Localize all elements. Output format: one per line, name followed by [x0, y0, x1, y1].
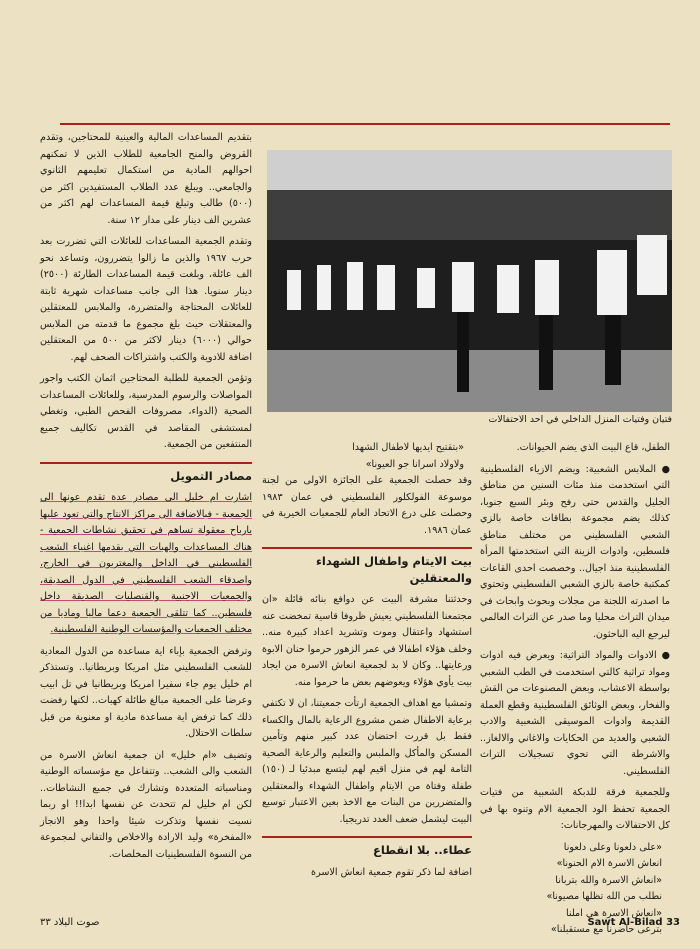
photo-dance-troupe [267, 150, 672, 412]
poem-line: «انعاش الاسرة والله بتربانا [555, 874, 662, 886]
section-heading-funding: مصادر التمويل [40, 462, 252, 485]
paragraph: وحدثتنا مشرفة البيت عن دوافع بنائه قائلة «ان مجتمعنا الفلسطيني يعيش ظروفا قاسية تمخضت عنه استشهاد واعتقال وموت وتشريد اعداد كبيرة منه.. وخلف هؤلاء اطفالا في عمر الزهور حرموا حنان الابوة ورعايتها.. وكان لا بد لجمعية انعاش الاسرة من ايجاد بيت يأوي هؤلاء ويعوضهم بعض ما حرموا منه. [262, 594, 472, 688]
poem-line: «على دلعونا وعلى دلعونا [563, 841, 662, 853]
poem-line: نطلب من الله تظلها مصيونا» [546, 891, 662, 902]
poem-line: «بتقتيح ايديها لاطفال الشهدا [352, 442, 464, 453]
poem-line: ولاولاد اسرانا جو العيونا» [365, 458, 464, 470]
poem-block [262, 440, 472, 473]
paragraph: وتضيف «ام خليل» ان جمعية انعاش الاسرة من الشعب والى الشعب.. وتتفاعل مع مؤسساته الوطنية ومناسباته المتعددة وتشارك في جميع النشاطات.. لكن ام خليل لم تتحدث عن نفسها ابدا!! او ربما نسيت نفسها وتذكرت شيئا واحدا وهو الانجاز «المفخرة» وليد الارادة والاخلاص والتفاني لمجموعة من النسوة الفلسطينيات المخلصات. [40, 749, 252, 860]
paragraph-highlighted: اشارت ام خليل الى مصادر عدة تقدم عونها الى الجمعية - فبالاضافة الى مراكز الانتاج والتي تعود عليها بارباح معقولة تساهم في تحقيق نشاطات الجمعية - هناك المساعدات والهبات التي يقدمها اغنياء الشعب الفلسطيني في الداخل والمغتربون في الخارج، واصدقاء الشعب الفلسطيني في الدول الصديقة، والجمعيات الاجنبية والقنصليات الصديقة داخل فلسطين.. كما تتلقى الجمعية دعما ماليا وماديا من مختلف الجمعيات والمؤسسات الوطنية الفلسطينية. [40, 492, 252, 635]
paragraph: ● الملابس الشعبية: ويضم الازياء الفلسطينية التي استخدمت منذ مئات السنين من مناطق الجليل والقدس حتى رفح وبئر السبع جنوبا، كذلك يضم مجموعة بطاقات خاصة بالزي الشعبي الفلسطيني من مختلف مناطق فلسطين، وادوات الزينة التي استخدمتها المرأة الفلسطينية منذ اجيال.. وخصصت احدى القاعات كمكتبة خاصة بالزي الشعبي الفلسطيني وتحتوي ما اصدرته اللجنة من مجلات وبحوث وابحاث في ميدان التراث محليا وما صدر عن التراث العالمي ليرجع اليه الباحثون. [480, 463, 670, 640]
section-heading-giving: عطاء.. بلا انقطاع [262, 836, 472, 859]
paragraph: وتؤمن الجمعية للطلبة المحتاجين اثمان الكتب واجور المواصلات والرسوم المدرسية، وللعائلات المساعدات الصحية (الدواء، مصروفات الفحص الطبي، وتغطي لمستشفى المقاصد في القدس تكاليف جميع المنتفعين من الجمعية. [40, 373, 252, 450]
paragraph: وتمشيا مع اهداف الجمعية ارتأت جمعيتنا، ان لا تكتفي برعاية الاطفال ضمن مشروع الرعاية بالمال والكساء فقط بل قررت احتضان عدد كبير منهم وتأمين المسكن والمأكل والملبس والتعليم والرعاية الصحية التامة لهم في منزل اقيم لهم ليتسع مبدئيا لـ (١٥٠) طفلة وفتاة من الايتام واطفال الشهداء والمعتقلين والمتضررين من البنات مع الاخذ بعين الاعتبار توسيع البيت ليشمل ضعف العدد تدريجيا. [262, 698, 472, 825]
poem-line: «انعاش الاسرة هي املنا [566, 907, 662, 919]
middle-column [262, 440, 472, 886]
photo-caption: فتيان وفتيات المنزل الداخلي في احد الاحتفالات [488, 414, 672, 425]
paragraph: وتقدم الجمعية المساعدات للعائلات التي تضررت بعد حرب ١٩٦٧ والذين ما زالوا يتضررون، وتساعد نحو الف عائلة، وبلغت قيمة المساعدات الطارئة (٢٥٠٠) دينار سنويا. هذا الى جانب مساعدات شهرية ثابتة للعائلات المحتاجة والمتضررة، والملابس للمعتقلين والمعتقلات حيث بلغ مجموع ما قدمته من الملابس حوالي (٦٠٠٠) دينار لاكثر من ٥٠٠ من المعتقلين اضافة للادوية والكتب واشتراكات الصحف لهم. [40, 236, 252, 363]
paragraph: وقد حصلت الجمعية على الجائزة الاولى من لجنة موسوعة الفولكلور الفلسطيني في عمان ١٩٨٣ وحصلت على درع الاتحاد العام للجمعيات الخيرية في عمان ١٩٨٦. [262, 475, 472, 536]
right-column [480, 440, 670, 939]
top-rule [60, 123, 670, 125]
left-column [40, 130, 252, 868]
poem-line: انعاش الاسرة الام الحنونا» [556, 858, 662, 869]
poem-line: بترعى حاضرنا مع مستقبلنا» [550, 924, 662, 935]
paragraph: وللجمعية فرقة للدبكة الشعبية من فتيات الجمعية تحفظ الود الجمعية الام وتنوه بها في كل الاحتفالات والمهرجانات: [480, 787, 670, 831]
paragraph: بتقديم المساعدات المالية والعينية للمحتاجين، وتقدم القروض والمنح الجامعية للطلاب الذين لا تمكنهم احوالهم المادية من استكمال تعليمهم الثانوي والجامعي.. ويبلغ عدد الطلاب المستفيدين اكثر من (٥٠٠) طالب وتبلغ قيمة المساعدات لهم اكثر من عشرين الف دينار على مدار ١٢ سنة. [40, 132, 252, 226]
paragraph: وترفض الجمعية بإباء اية مساعدة من الدول المعادية للشعب الفلسطيني مثل امريكا وبريطانيا.. وتستذكر ام خليل يوم جاء سفيرا امريكا وبريطانيا في تل ابيب وعرضا على الجمعية مبالغ طائلة كهبات.. لكنها رفضت ذلك كما ترفض اية مساعدة مادية او معنوية من قبل سلطات الاحتلال. [40, 645, 252, 739]
paragraph: اضافة لما ذكر تقوم جمعية انعاش الاسرة [311, 866, 472, 878]
paragraph: ● الادوات والمواد التراثية: ويعرض فيه ادوات ومواد تراثية كالتي استخدمت في الطب الشعبي بواسطة الاعشاب، وبعض المصنوعات من القش والفخار، وبعض الوثائق الفلسطينية وقطع العملة القديمة وادوات الموسيقى الشعبية والادب الشعبي والعديد من الحكايات والاغاني والالغاز.. والاشرطة التي تحوي تسجيلات التراث الفلسطيني. [480, 650, 670, 777]
photo-illustration [267, 150, 672, 412]
section-heading-orphans: بيت الايتام واطفال الشهداء والمعتقلين [262, 547, 472, 586]
footer-english: Sawt Al-Bilad 33 [587, 917, 680, 928]
paragraph: الطفل، قاع البيت الذي يضم الحيوانات. [516, 442, 670, 453]
footer-arabic: صوت البلاد ٣٣ [40, 917, 100, 928]
